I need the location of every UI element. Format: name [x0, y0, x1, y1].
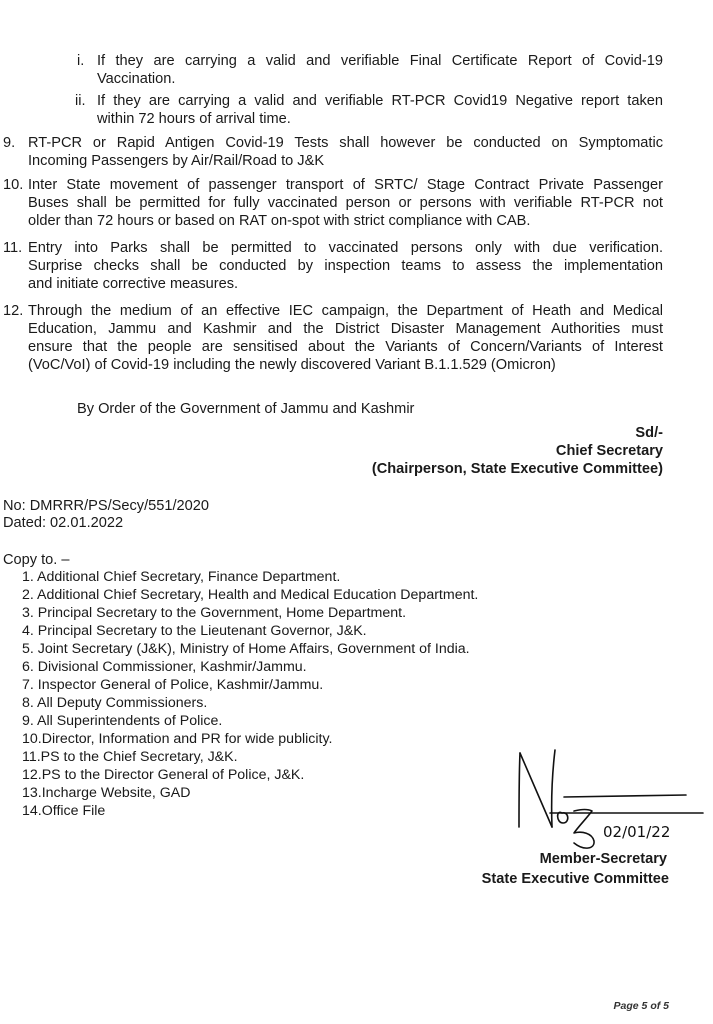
item-line: Through the medium of an effective IEC campaign, the Department of Heath and Medical [28, 303, 663, 319]
item-marker: 12. [3, 303, 24, 319]
item-line: ensure that the people are sensitised about the Variants of Concern/Variants of Interest [28, 339, 663, 355]
copy-to-item: 3. Principal Secretary to the Government, Home Department. [22, 605, 407, 621]
item-line: Buses shall be permitted for fully vaccinated person or persons with verifiable RT-PCR not [28, 195, 663, 211]
sub-item-line: If they are carrying a valid and verifiable RT-PCR Covid19 Negative report taken [97, 93, 663, 109]
sub-item-marker: i. [77, 53, 85, 69]
copy-to-item: 9. All Superintendents of Police. [22, 713, 223, 729]
copy-to-item: 12.PS to the Director General of Police, J&K. [22, 767, 305, 783]
by-order-text: By Order of the Government of Jammu and Kashmir [77, 401, 415, 417]
item-marker: 9. [3, 135, 16, 151]
copy-to-item: 5. Joint Secretary (J&K), Ministry of Home Affairs, Government of India. [22, 641, 470, 657]
item-line: Inter State movement of passenger transport of SRTC/ Stage Contract Private Passenger [28, 177, 663, 193]
copy-to-item: 13.Incharge Website, GAD [22, 785, 191, 801]
copy-to-item: 7. Inspector General of Police, Kashmir/Jammu. [22, 677, 324, 693]
copy-to-item: 11.PS to the Chief Secretary, J&K. [22, 749, 238, 765]
handwritten-signature [500, 745, 710, 855]
sub-item-marker: ii. [75, 93, 86, 109]
item-line: Incoming Passengers by Air/Rail/Road to J&K [28, 153, 325, 169]
copy-to-item: 4. Principal Secretary to the Lieutenant Governor, J&K. [22, 623, 367, 639]
sub-item-line: If they are carrying a valid and verifiable Final Certificate Report of Covid-19 [97, 53, 663, 69]
item-marker: 10. [3, 177, 24, 193]
page-number: Page 5 of 5 [613, 1000, 669, 1012]
item-line: Education, Jammu and Kashmir and the District Disaster Management Authorities must [28, 321, 663, 337]
item-line: and initiate corrective measures. [28, 276, 239, 292]
signatory-designation: Chief Secretary [555, 443, 663, 459]
copy-to-item: 14.Office File [22, 803, 106, 819]
committee-name: State Executive Committee [481, 871, 669, 887]
reference-number: No: DMRRR/PS/Secy/551/2020 [3, 498, 210, 514]
copy-to-item: 10.Director, Information and PR for wide publicity. [22, 731, 333, 747]
item-line: Surprise checks shall be conducted by inspection teams to assess the implementation [28, 258, 663, 274]
copy-to-item: 6. Divisional Commissioner, Kashmir/Jammu. [22, 659, 307, 675]
copy-to-heading: Copy to. – [3, 552, 70, 568]
sub-item-line: Vaccination. [97, 71, 176, 87]
item-line: older than 72 hours or based on RAT on-spot with strict compliance with CAB. [28, 213, 531, 229]
item-line: RT-PCR or Rapid Antigen Covid-19 Tests shall however be conducted on Symptomatic [28, 135, 663, 151]
reference-date: Dated: 02.01.2022 [3, 515, 124, 531]
item-line: Entry into Parks shall be permitted to vaccinated persons only with due verification. [28, 240, 663, 256]
item-marker: 11. [3, 240, 23, 256]
signature-date: 02/01/22 [603, 823, 671, 841]
copy-to-item: 1. Additional Chief Secretary, Finance Department. [22, 569, 341, 585]
copy-to-item: 2. Additional Chief Secretary, Health and Medical Education Department. [22, 587, 479, 603]
sub-item-line: within 72 hours of arrival time. [97, 111, 291, 127]
signatory-role: (Chairperson, State Executive Committee) [371, 461, 663, 477]
item-line: (VoC/VoI) of Covid-19 including the newly discovered Variant B.1.1.529 (Omicron) [28, 357, 556, 373]
sd-text: Sd/- [635, 425, 663, 441]
copy-to-item: 8. All Deputy Commissioners. [22, 695, 208, 711]
member-secretary-title: Member-Secretary [539, 851, 667, 867]
